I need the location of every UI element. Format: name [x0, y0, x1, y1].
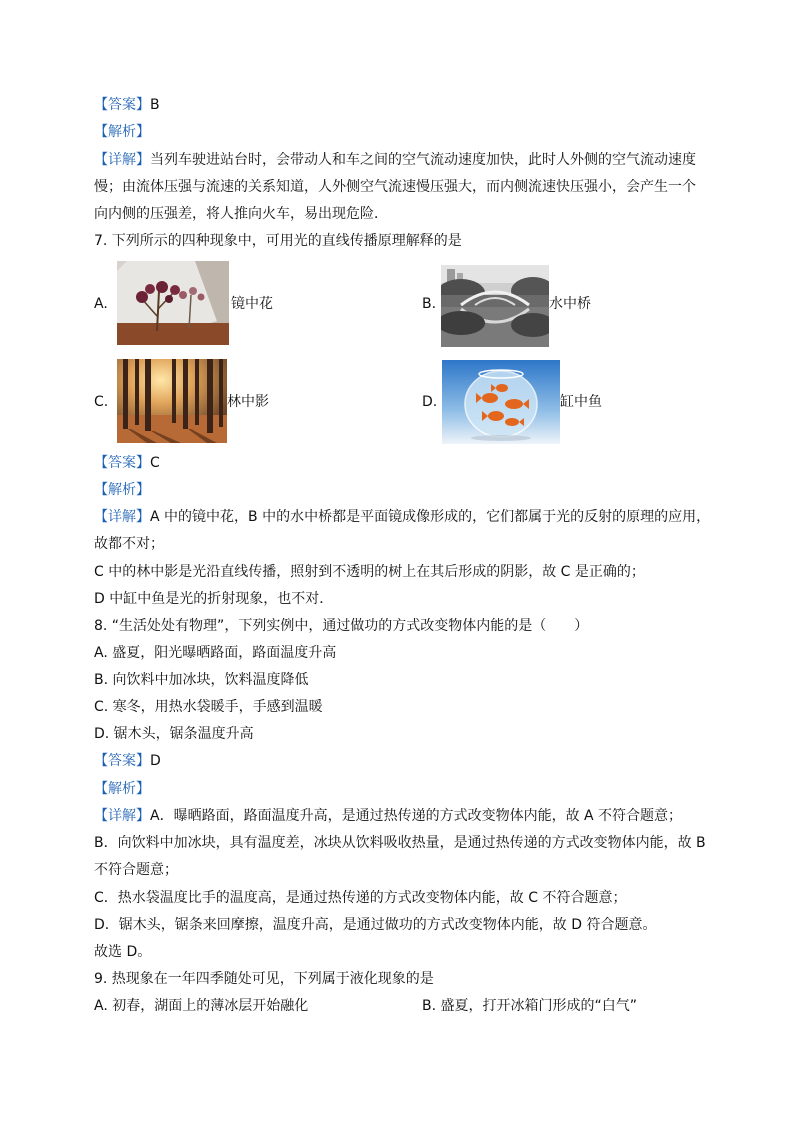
mirror-flower-photo: [117, 261, 229, 345]
analysis-tag: 【解析】: [94, 482, 150, 498]
detail-tag: 【详解】: [94, 152, 150, 168]
q8-stem: 8. “生活处处有物理”，下列实例中，通过做功的方式改变物体内能的是（ ）: [94, 618, 589, 634]
q8-answer-line: [94, 751, 161, 771]
q7-detail-line3: C 中的林中影是光沿直线传播，照射到不透明的树上在其后形成的阴影，故 C 是正确的；: [94, 564, 645, 580]
q8-option-a: A. 盛夏，阳光曝晒路面，路面温度升高: [94, 645, 337, 661]
detail-text: A．曝晒路面，路面温度升高，是通过热传递的方式改变物体内能，故 A 不符合题意；: [150, 808, 683, 824]
answer-value: D: [150, 753, 161, 769]
q8-detail-line4: C．热水袋温度比手的温度高，是通过热传递的方式改变物体内能，故 C 不符合题意；: [94, 890, 627, 906]
q8-conclusion: 故选 D。: [94, 944, 152, 960]
q7-detail-line2: 故都不对；: [94, 536, 164, 552]
q9-option-b: B. 盛夏，打开冰箱门形成的“白气”: [422, 998, 638, 1014]
answer-value: C: [150, 455, 160, 471]
q7-option-b-caption: 水中桥: [549, 296, 591, 312]
analysis-tag: 【解析】: [94, 781, 150, 797]
detail-text: A 中的镜中花，B 中的水中桥都是平面镜成像形成的，它们都属于光的反射的原理的应用，: [150, 509, 711, 525]
q8-analysis-tag: [94, 779, 150, 799]
forest-shadow-photo: [117, 359, 227, 443]
q6-analysis-tag: [94, 122, 150, 142]
bridge-reflection-photo: [441, 265, 549, 347]
q8-detail-line5: D．锯木头，锯条来回摩擦，温度升高，是通过做功的方式改变物体内能，故 D 符合题意。: [94, 917, 657, 933]
q8-detail-line1: [94, 806, 682, 826]
q7-option-c-caption: 林中影: [227, 394, 269, 410]
answer-tag: 【答案】: [94, 455, 150, 471]
q8-detail-line3: 不符合题意；: [94, 862, 178, 878]
answer-tag: 【答案】: [94, 97, 150, 113]
goldfish-bowl-photo: [442, 360, 560, 444]
q7-option-c-label: C.: [94, 394, 109, 410]
q7-option-a-label: A.: [94, 296, 108, 312]
q8-option-c: C. 寒冬，用热水袋暖手，手感到温暖: [94, 699, 323, 715]
q7-answer-line: [94, 453, 160, 473]
q7-analysis-tag: [94, 480, 150, 500]
q9-stem: 9. 热现象在一年四季随处可见，下列属于液化现象的是: [94, 971, 434, 987]
q6-detail-line3: 向内侧的压强差，将人推向火车，易出现危险．: [94, 206, 388, 222]
q9-option-a: A. 初春，湖面上的薄冰层开始融化: [94, 998, 309, 1014]
q7-option-d-label: D.: [422, 394, 438, 410]
q8-option-b: B. 向饮料中加冰块，饮料温度降低: [94, 672, 309, 688]
q6-detail-line2: 慢；由流体压强与流速的关系知道，人外侧空气流速慢压强大，而内侧流速快压强小，会产生一个: [94, 179, 696, 195]
q7-detail-line1: [94, 507, 710, 527]
q7-option-d-caption: 缸中鱼: [560, 394, 602, 410]
q6-answer-line: [94, 95, 160, 115]
q7-option-a-caption: 镜中花: [231, 296, 273, 312]
detail-tag: 【详解】: [94, 808, 150, 824]
answer-tag: 【答案】: [94, 753, 150, 769]
q8-detail-line2: B．向饮料中加冰块，具有温度差，冰块从饮料吸收热量，是通过热传递的方式改变物体内能，故 B: [94, 835, 706, 851]
q7-option-b-label: B.: [422, 296, 437, 312]
q6-detail-line1: [94, 150, 696, 170]
detail-tag: 【详解】: [94, 509, 150, 525]
answer-value: B: [150, 97, 160, 113]
q8-option-d: D. 锯木头，锯条温度升高: [94, 726, 254, 742]
analysis-tag: 【解析】: [94, 124, 150, 140]
q7-detail-line4: D 中缸中鱼是光的折射现象，也不对．: [94, 591, 334, 607]
q7-stem: 7. 下列所示的四种现象中，可用光的直线传播原理解释的是: [94, 233, 462, 249]
detail-text: 当列车驶进站台时，会带动人和车之间的空气流动速度加快，此时人外侧的空气流动速度: [150, 152, 696, 168]
